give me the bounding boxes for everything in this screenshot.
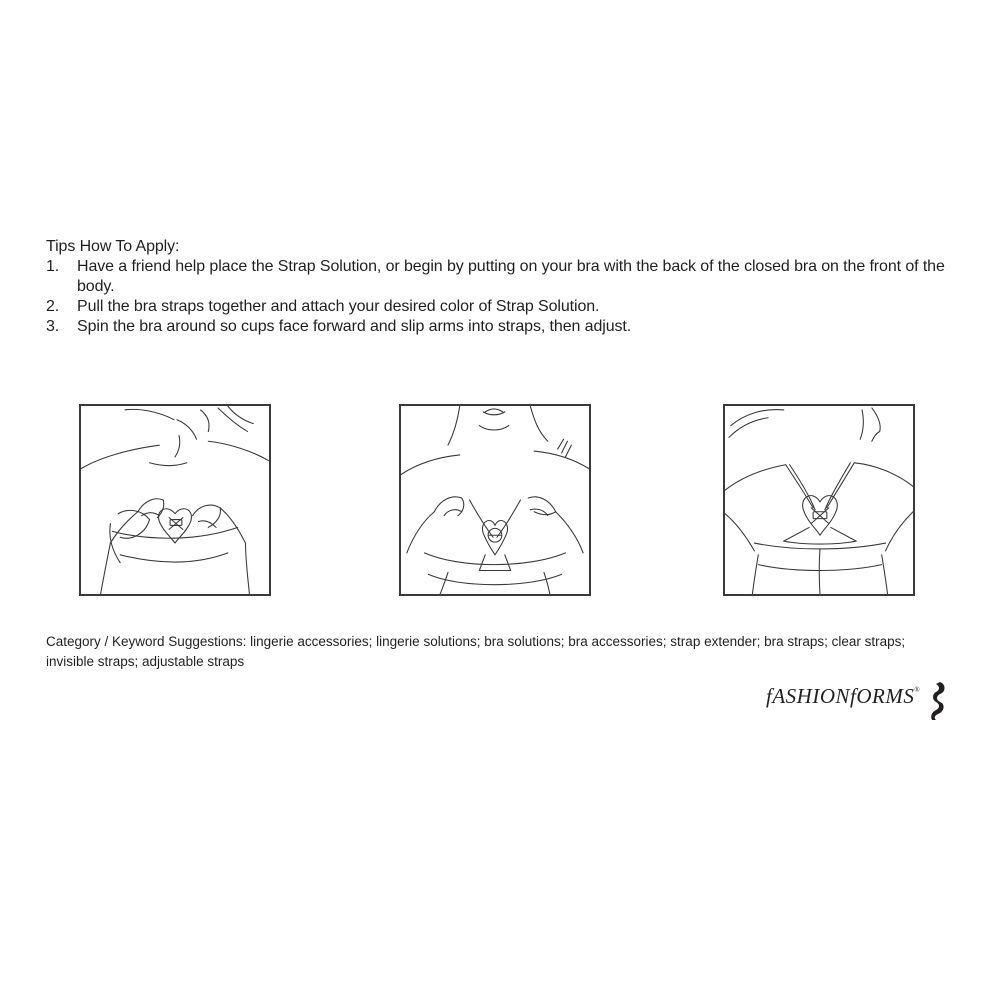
step-text: Have a friend help place the Strap Solution, or begin by putting on your bra with the back of the closed bra on the front of the body. xyxy=(77,258,945,295)
step-item-3 xyxy=(46,317,946,337)
instructions-block xyxy=(46,237,946,337)
illustration-step-1 xyxy=(79,404,271,596)
step-item-1 xyxy=(46,257,946,297)
instructions-heading: Tips How To Apply: xyxy=(46,238,180,255)
steps-list xyxy=(46,257,946,337)
logo-wordmark: fASHIONfORMS® xyxy=(766,684,921,708)
step-text: Spin the bra around so cups face forward and slip arms into straps, then adjust. xyxy=(77,318,632,335)
step-number: 2. xyxy=(46,298,60,315)
brand-logo xyxy=(766,680,951,720)
step-number: 3. xyxy=(46,318,60,335)
step-number: 1. xyxy=(46,258,60,275)
keyword-suggestions: Category / Keyword Suggestions: lingerie accessories; lingerie solutions; bra solutions; bra accessories; strap extender; bra straps; clear straps; invisible straps; adjustable straps xyxy=(46,634,906,669)
step-text: Pull the bra straps together and attach your desired color of Strap Solution. xyxy=(77,298,600,315)
illustration-step-2 xyxy=(399,404,591,596)
illustration-step-3 xyxy=(723,404,915,596)
logo-figure-icon xyxy=(928,680,948,720)
step-item-2 xyxy=(46,297,946,317)
